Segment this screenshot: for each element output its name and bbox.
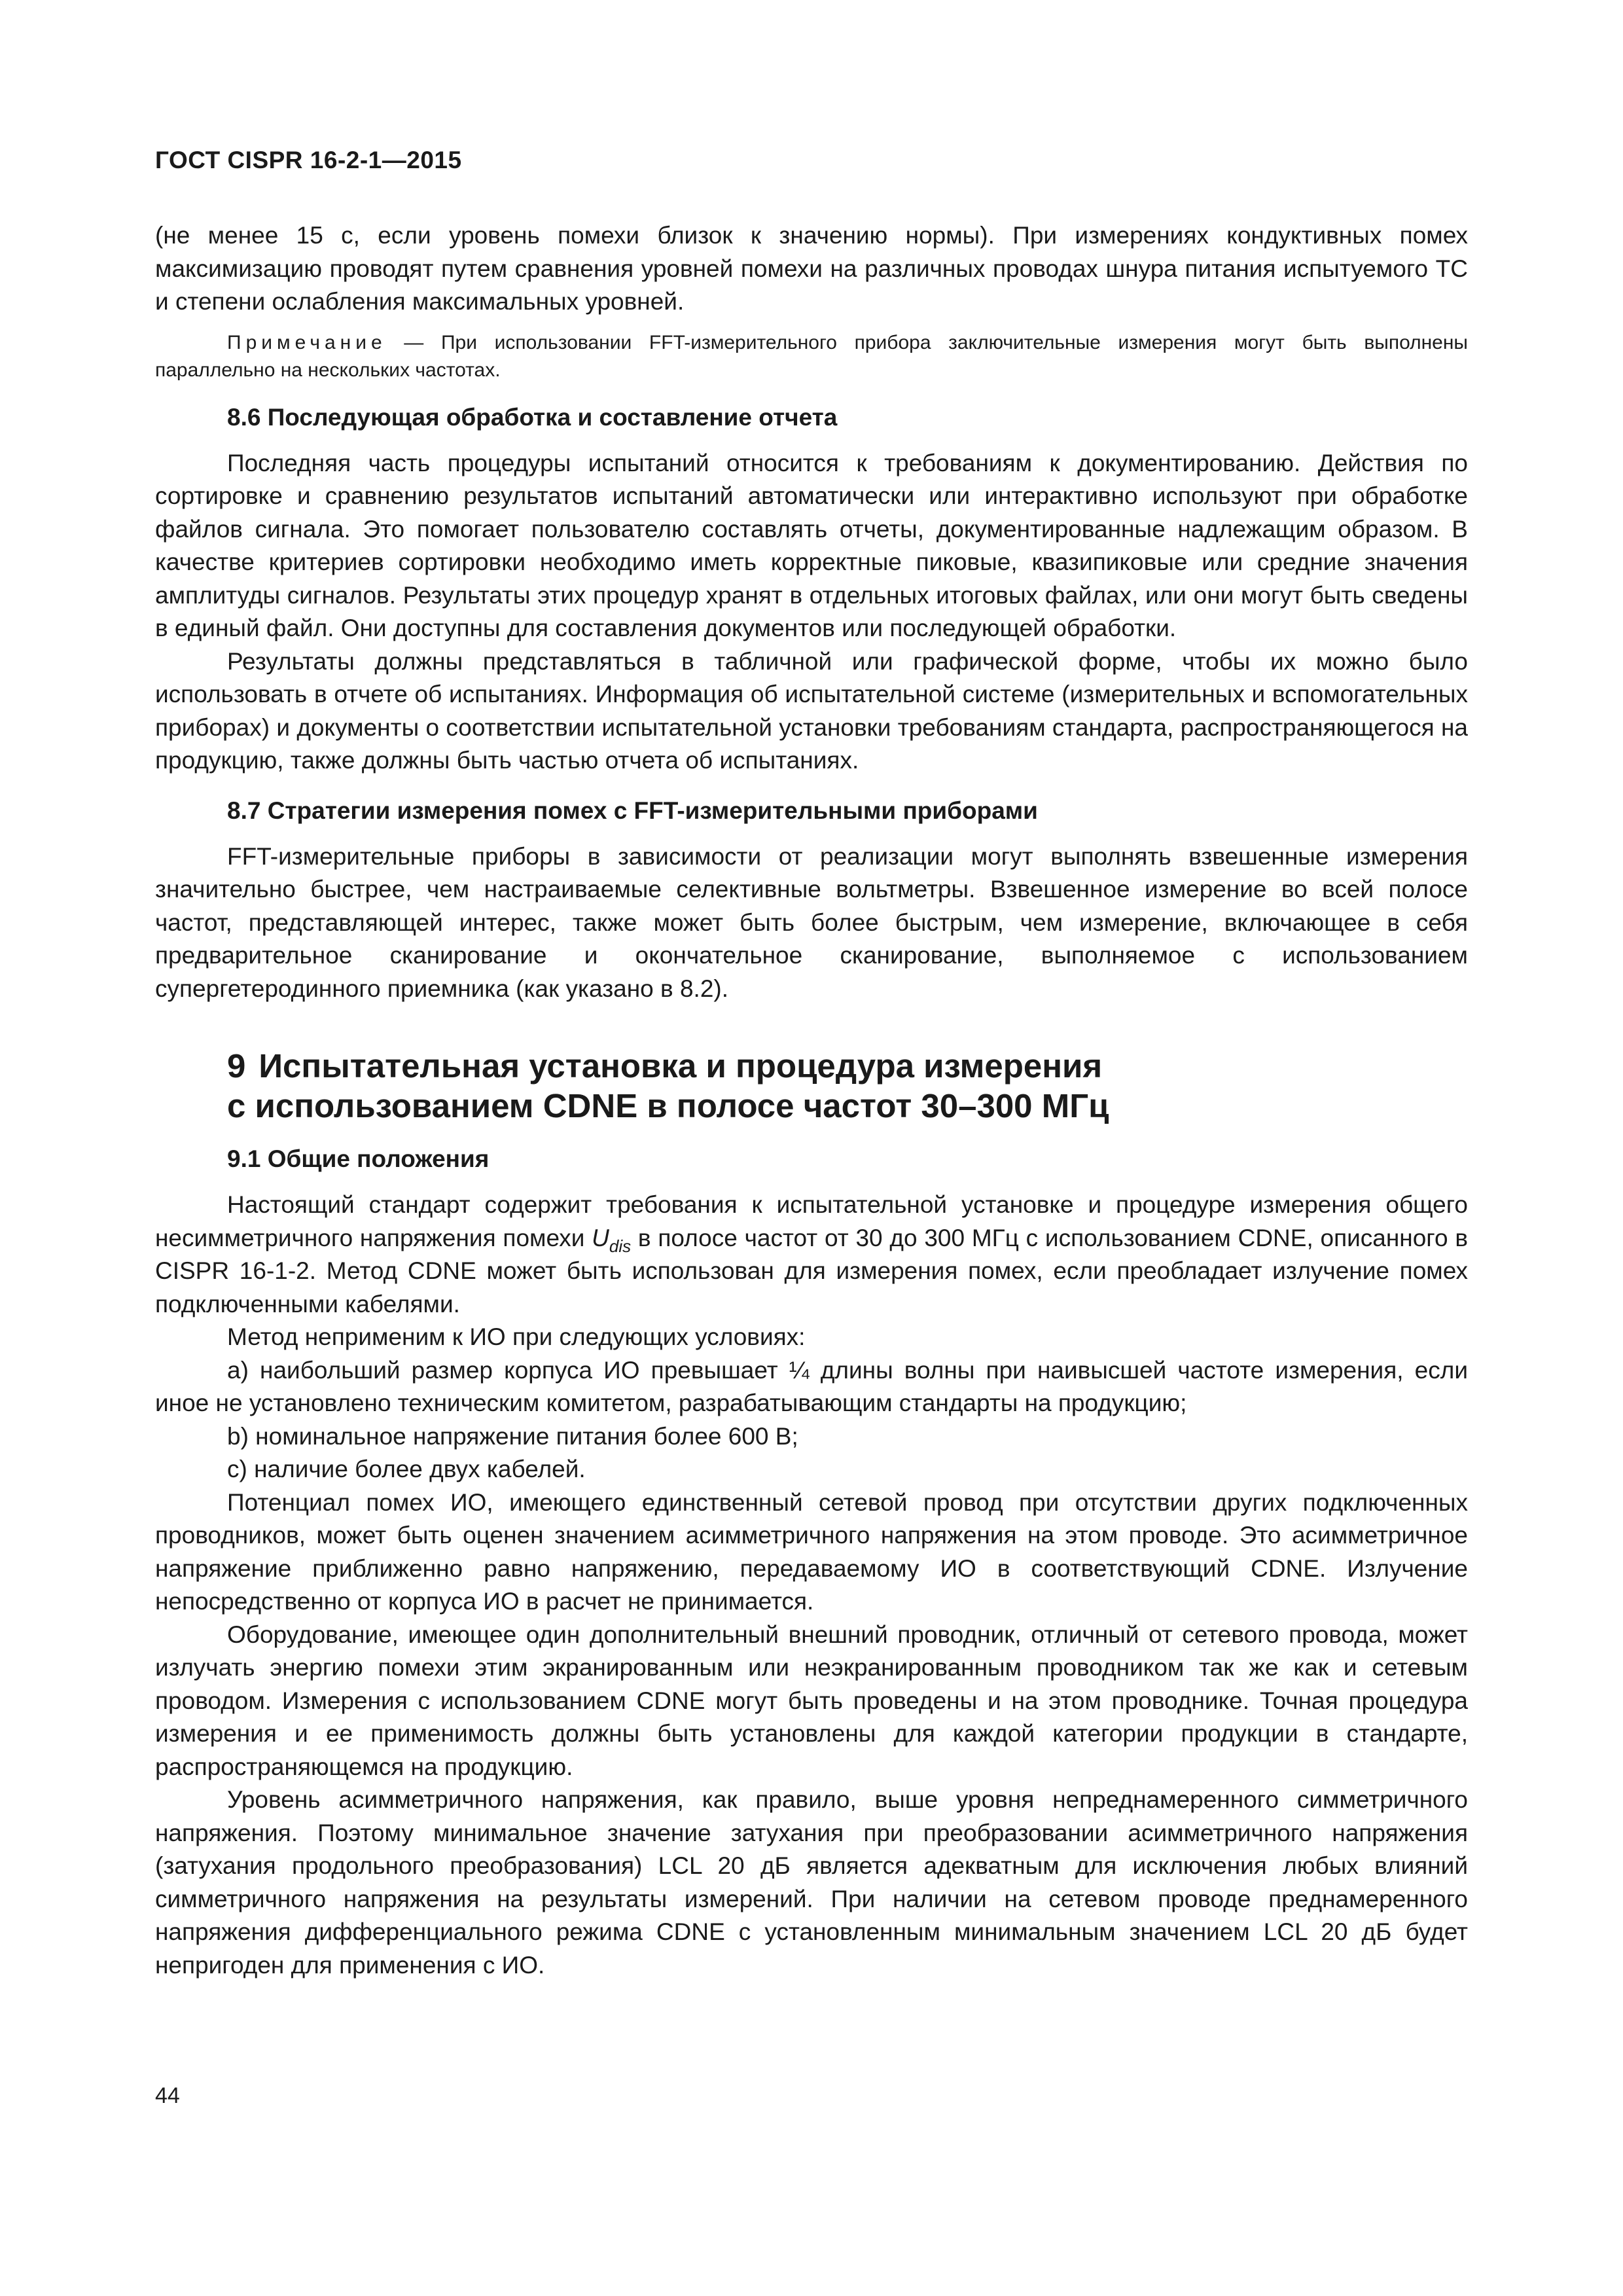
section-9-heading [227,1046,1468,1126]
list-item: a) наибольший размер корпуса ИО превышает ¼ длины волны при наивысшей частоте измерения, если иное не установлено техническим комитетом, разрабатывающим стандарты на продукцию; [155,1356,1468,1416]
section-9-1-paragraph: Оборудование, имеющее один дополнительный внешний проводник, отличный от сетевого провода, может излучать энергию помехи этим экранированным или неэкранированным проводником так же как и сетевым проводом. Измерения с использованием CDNE могут быть проведены и на этом проводнике. Точная процедура измерения и ее применимость должны быть установлены для каждой категории продукции в стандарте, распространяющемся на продукцию. [155,1621,1468,1780]
section-8-6-paragraph: Последняя часть процедуры испытаний относится к требованиям к документированию. Действия по сортировке и сравнению результатов испытаний автоматически или интерактивно используют при обработке файлов сигнала. Это помогает пользователю составлять отчеты, документированные надлежащим образом. В качестве критериев сортировки необходимо иметь корректные пиковые, квазипиковые или средние значения амплитуды сигналов. Результаты этих процедур хранят в отдельных итоговых файлах, или они могут быть сведены в единый файл. Они доступны для составления документов или последующей обработки. [155,449,1468,641]
document-header: ГОСТ CISPR 16-2-1—2015 [155,147,462,173]
section-9-number: 9 [227,1047,246,1085]
note-label: Примечание [227,331,387,353]
intro-paragraph: (не менее 15 с, если уровень помехи близок к значению нормы). При измерениях кондуктивных помех максимизацию проводят путем сравнения уровней помехи на различных проводах шнура питания испытуемого ТС и степени ослабления максимальных уровней. [155,222,1468,315]
section-9-1-paragraph: Метод неприменим к ИО при следующих условиях: [227,1323,806,1350]
page-number: 44 [155,2083,180,2108]
document-body [155,219,1468,1982]
section-9-1-paragraph [155,1189,1468,1321]
section-8-6-heading: 8.6 Последующая обработка и составление отчета [227,403,838,431]
document-page [155,0,1468,2296]
section-8-7-paragraph: FFT-измерительные приборы в зависимости от реализации могут выполнять взвешенные измерения значительно быстрее, чем настраиваемые селективные вольтметры. Взвешенное измерение во всей полосе частот, представляющей интерес, также может быть более быстрым, чем измерение, включающее в себя предварительное сканирование и окончательное сканирование, выполняемое с использованием супергетеродинного приемника (как указано в 8.2). [155,842,1468,1002]
section-9-1-paragraph: Потенциал помех ИО, имеющего единственный сетевой провод при отсутствии других подключенных проводников, может быть оценен значением асимметричного напряжения на этом проводе. Это асимметричное напряжение приближенно равно напряжению, передаваемому ИО в соответствующий CDNE. Излучение непосредственно от корпуса ИО в расчет не принимается. [155,1488,1468,1615]
section-9-1-paragraph: Уровень асимметричного напряжения, как правило, выше уровня непреднамеренного симметричного напряжения. Поэтому минимальное значение затухания при преобразовании асимметричного напряжения (затухания продольного преобразования) LCL 20 дБ является адекватным для исключения любых влияний симметричного напряжения на результаты измерений. При наличии на сетевом проводе преднамеренного напряжения дифференциального режима CDNE с установленным минимальным значением LCL 20 дБ будет непригоден для применения с ИО. [155,1786,1468,1979]
section-9-1-heading: 9.1 Общие положения [227,1145,490,1172]
variable-symbol: U [592,1224,609,1251]
section-8-7-heading: 8.7 Стратегии измерения помех с FFT-измерительными приборами [227,797,1038,824]
list-item: c) наличие более двух кабелей. [227,1456,586,1482]
note [155,329,1468,384]
paragraph-text: Настоящий стандарт содержит требования к испытательной установке и процедуре измерения общего несимметричного напряжения помехи [155,1191,1468,1251]
section-9-title-line1: Испытательная установка и процедура измерения [259,1047,1103,1085]
section-8-6-paragraph: Результаты должны представляться в табличной или графической форме, чтобы их можно было использовать в отчете об испытаниях. Информация об испытательной системе (измерительных и вспомогательных приборах) и документы о соответствии испытательной установки требованиям стандарта, распространяющегося на продукцию, также должны быть частью отчета об испытаниях. [155,647,1468,774]
note-text: — При использовании FFT-измерительного прибора заключительные измерения могут быть выполнены параллельно на нескольких частотах. [155,331,1468,381]
paragraph-text: в полосе частот от 30 до 300 МГц с использованием CDNE, описанного в CISPR 16-1-2. Метод CDNE может быть использован для измерения помех, если преобладает излучение помех подключенными кабелями. [155,1224,1468,1318]
variable-u-dis [592,1224,632,1256]
section-9-title-line2: с использованием CDNE в полосе частот 30–300 МГц [227,1087,1109,1124]
list-item: b) номинальное напряжение питания более 600 В; [227,1422,798,1450]
variable-subscript: dis [609,1236,632,1256]
